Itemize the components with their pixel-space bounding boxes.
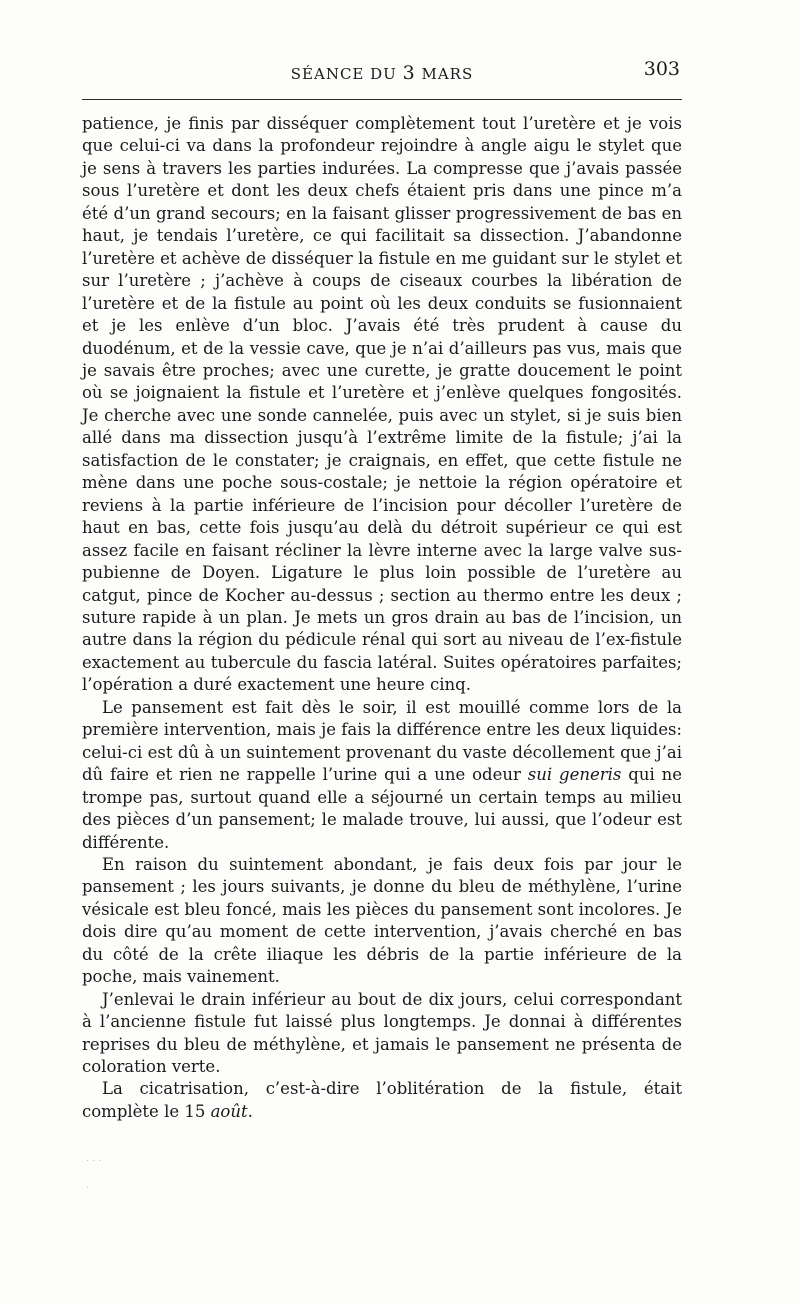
header-rule (82, 99, 682, 100)
running-head (82, 58, 682, 88)
paper-specks: · · · · (86, 1156, 102, 1194)
running-title-day: 3 (402, 62, 416, 84)
paragraph-2-italic: sui generis (527, 765, 622, 785)
paragraph-1: patience, je finis par disséquer complètement tout l’uretère et je vois que celui-ci va dans la profondeur rejoindre à angle aigu le stylet que je sens à travers les parties indurées. La compresse que j’avais passée sous l’uretère et dont les deux chefs étaient pris dans une pince m’a été d’un grand secours; en la faisant glisser progressivement de bas en haut, je tendais l’uretère, ce qui facilitait sa dissection. J’abandonne l’uretère et achève de disséquer la fistule en me guidant sur le stylet et sur l’uretère ; j’achève à coups de ciseaux courbes la libération de l’uretère et de la fistule au point où les deux conduits se fusionnaient et je les enlève d’un bloc. J’avais été très prudent à cause du duodénum, et de la vessie cave, que je n’ai d’ailleurs pas vus, mais que je savais être proches; avec une curette, je gratte doucement le point où se joignaient la fistule et l’uretère et j’enlève quelques fongosités. Je cherche avec une sonde cannelée, puis avec un stylet, si je suis bien allé dans ma dissection jusqu’à l’extrême limite de la fistule; j’ai la satisfaction de le constater; je craignais, en effet, que cette fistule ne mène dans une poche sous-costale; je nettoie la région opératoire et reviens à la partie inférieure de l’incision pour décoller l’uretère de haut en bas, cette fois jusqu’au delà du détroit supérieur ce qui est assez facile en faisant récliner la lèvre interne avec la large valve sus-pubienne de Doyen. Ligature le plus loin possible de l’uretère au catgut, pince de Kocher au-dessus ; section au thermo entre les deux ; suture rapide à un plan. Je mets un gros drain au bas de l’incision, un autre dans la région du pédicule rénal qui sort au niveau de l’ex-fistule exactement au tubercule du fascia latéral. Suites opératoires parfaites; l’opération a duré exactement une heure cinq. (82, 114, 682, 695)
running-title-prefix: SÉANCE DU (290, 65, 397, 83)
paragraph-2 (82, 697, 682, 854)
paragraph-3: En raison du suintement abondant, je fais deux fois par jour le pansement ; les jours suivants, je donne du bleu de méthylène, l’urine vésicale est bleu foncé, mais les pièces du pansement sont incolores. Je dois dire qu’au moment de cette intervention, j’avais cherché en bas du côté de la crête iliaque les débris de la partie inférieure de la poche, mais vainement. (82, 854, 682, 987)
paragraph-2-text: Le pansement est fait dès le soir, il est mouillé comme lors de la première intervention, mais je fais la différence entre les deux liquides: celui-ci est dû à un suintement provenant du vaste décollement que j’ai dû faire et rien ne rappelle l’urine qui a une odeur (82, 697, 682, 785)
paragraph-5-text-end: . (247, 1101, 253, 1121)
running-title-month: MARS (421, 65, 474, 83)
paragraph-2-text-end: qui ne trompe pas, surtout quand elle a séjourné un certain temps au milieu des pièces d’un pansement; le malade trouve, lui aussi, que l’odeur est différente. (82, 765, 682, 852)
paragraph-5-italic: août (210, 1101, 248, 1121)
running-title (82, 62, 682, 84)
body-text (82, 113, 682, 1123)
paragraph-4: J’enlevai le drain inférieur au bout de dix jours, celui correspondant à l’ancienne fistule fut laissé plus longtemps. Je donnai à différentes reprises du bleu de méthylène, et jamais le pansement ne présenta de coloration verte. (82, 989, 682, 1077)
paragraph-5-text: La cicatrisation, c’est-à-dire l’oblitération de la fistule, était complète le 15 (82, 1079, 682, 1121)
page-number: 303 (643, 58, 680, 80)
paragraph-5 (82, 1078, 682, 1123)
